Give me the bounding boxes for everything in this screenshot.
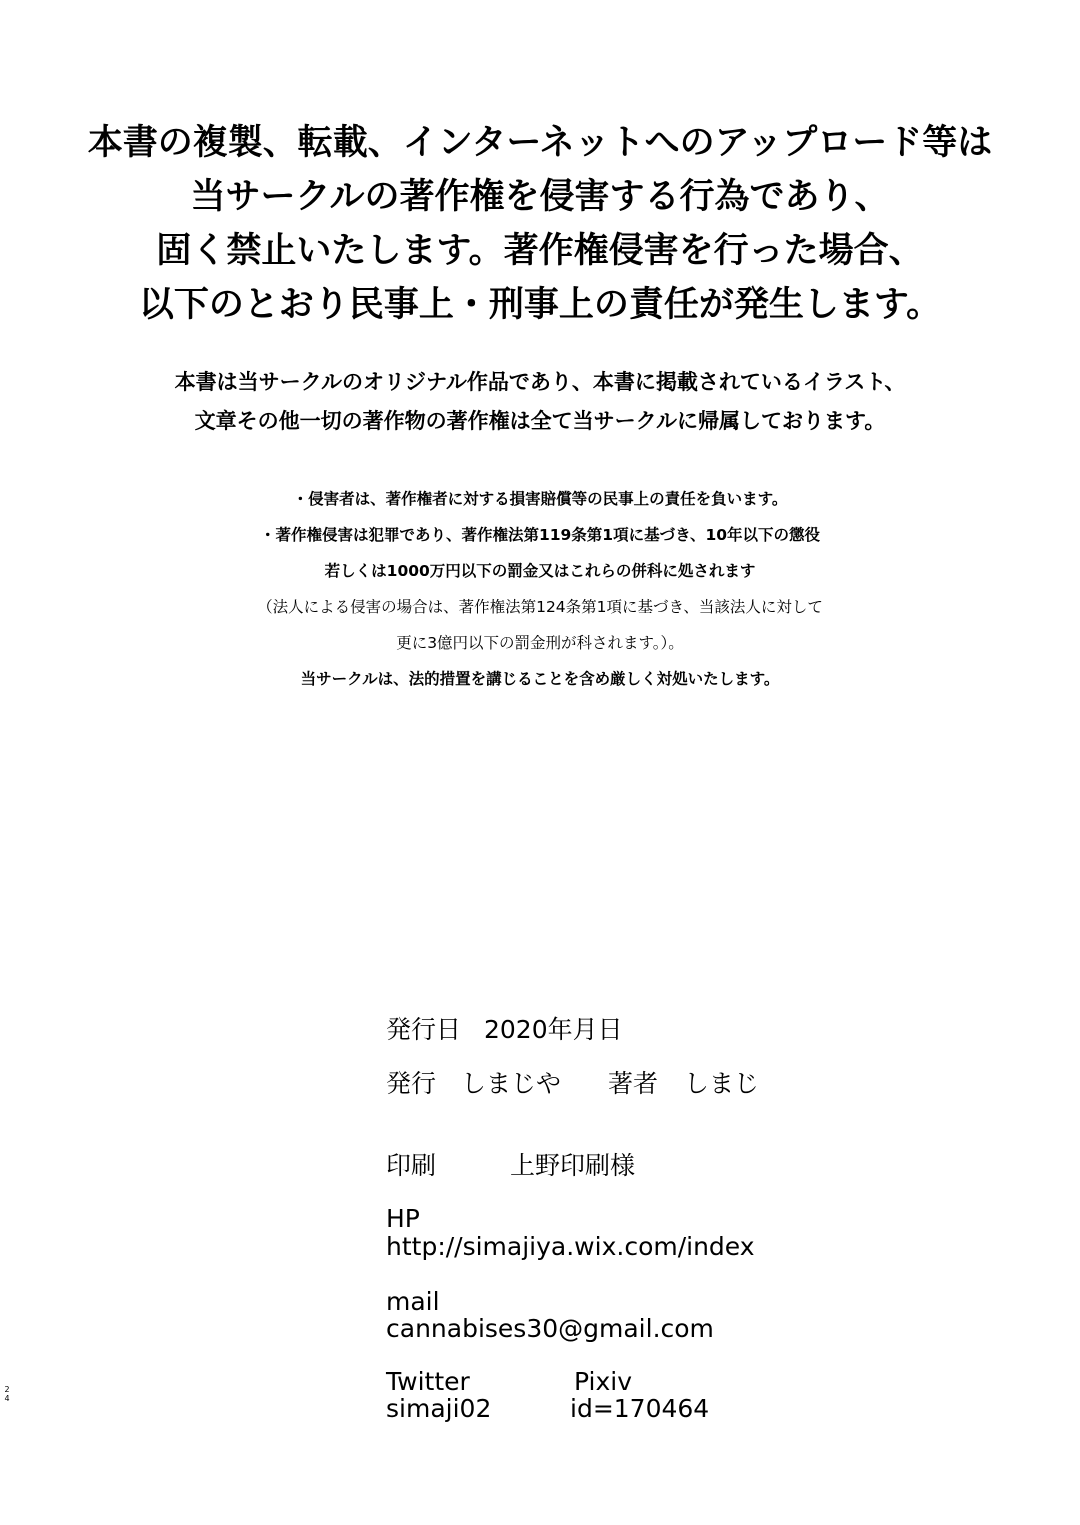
statement-line: 本書は当サークルのオリジナル作品であり、本書に掲載されているイラスト、 <box>174 370 906 394</box>
penalty-line: ・侵害者は、著作権者に対する損害賠償等の民事上の責任を負います。 <box>292 490 788 508</box>
hp-label: HP <box>386 1204 420 1233</box>
date-label: 発行日 <box>386 1015 462 1044</box>
email-link[interactable]: cannabises30@gmail.com <box>386 1314 714 1343</box>
colophon-mail[interactable] <box>386 1315 714 1343</box>
colophon-printer <box>386 1151 636 1180</box>
date-value: 2020年月日 <box>484 1015 623 1044</box>
colophon-social-labels <box>386 1367 633 1396</box>
colophon-publisher <box>386 1069 760 1098</box>
printer-value: 上野印刷様 <box>510 1151 636 1180</box>
copyright-headline <box>0 116 1080 332</box>
headline-line: 本書の複製、転載、インターネットへのアップロード等は <box>87 123 993 163</box>
page-number-digit: 2 <box>4 1385 10 1394</box>
publisher-label: 発行 <box>386 1069 437 1098</box>
author-value: しまじ <box>684 1069 760 1098</box>
headline-line: 以下のとおり民事上・刑事上の責任が発生します。 <box>138 285 942 325</box>
penalty-line: （法人による侵害の場合は、著作権法第124条第1項に基づき、当該法人に対して <box>257 598 823 616</box>
twitter-handle[interactable]: simaji02 <box>386 1394 492 1423</box>
statement-line: 文章その他一切の著作物の著作権は全て当サークルに帰属しております。 <box>194 409 886 433</box>
penalty-line: ・著作権侵害は犯罪であり、著作権法第119条第1項に基づき、10年以下の懲役 <box>259 526 821 544</box>
mail-label: mail <box>386 1287 440 1316</box>
penalty-line: 当サークルは、法的措置を講じることを含め厳しく対処いたします。 <box>300 670 780 688</box>
penalty-line: 更に3億円以下の罰金刑が科されます。）。 <box>396 634 684 652</box>
penalty-notice <box>0 481 1080 697</box>
author-label: 著者 <box>608 1069 659 1098</box>
page-number <box>3 1385 11 1403</box>
twitter-label: Twitter <box>386 1367 470 1396</box>
headline-line: 当サークルの著作権を侵害する行為であり、 <box>190 177 890 217</box>
colophon-hp-label <box>386 1205 420 1233</box>
pixiv-label: Pixiv <box>574 1367 633 1396</box>
colophon-date <box>386 1015 623 1044</box>
homepage-link[interactable]: http://simajiya.wix.com/index <box>386 1232 755 1261</box>
headline-line: 固く禁止いたします。著作権侵害を行った場合、 <box>156 231 924 271</box>
colophon-mail-label <box>386 1288 440 1316</box>
penalty-line: 若しくは1000万円以下の罰金又はこれらの併科に処されます <box>324 562 756 580</box>
colophon-social-values <box>386 1394 710 1423</box>
pixiv-id[interactable]: id=170464 <box>570 1394 710 1423</box>
publisher-value: しまじや <box>461 1069 562 1098</box>
printer-label: 印刷 <box>386 1151 437 1180</box>
page-number-digit: 4 <box>4 1394 10 1403</box>
colophon-hp[interactable] <box>386 1233 755 1261</box>
ownership-statement <box>0 363 1080 441</box>
